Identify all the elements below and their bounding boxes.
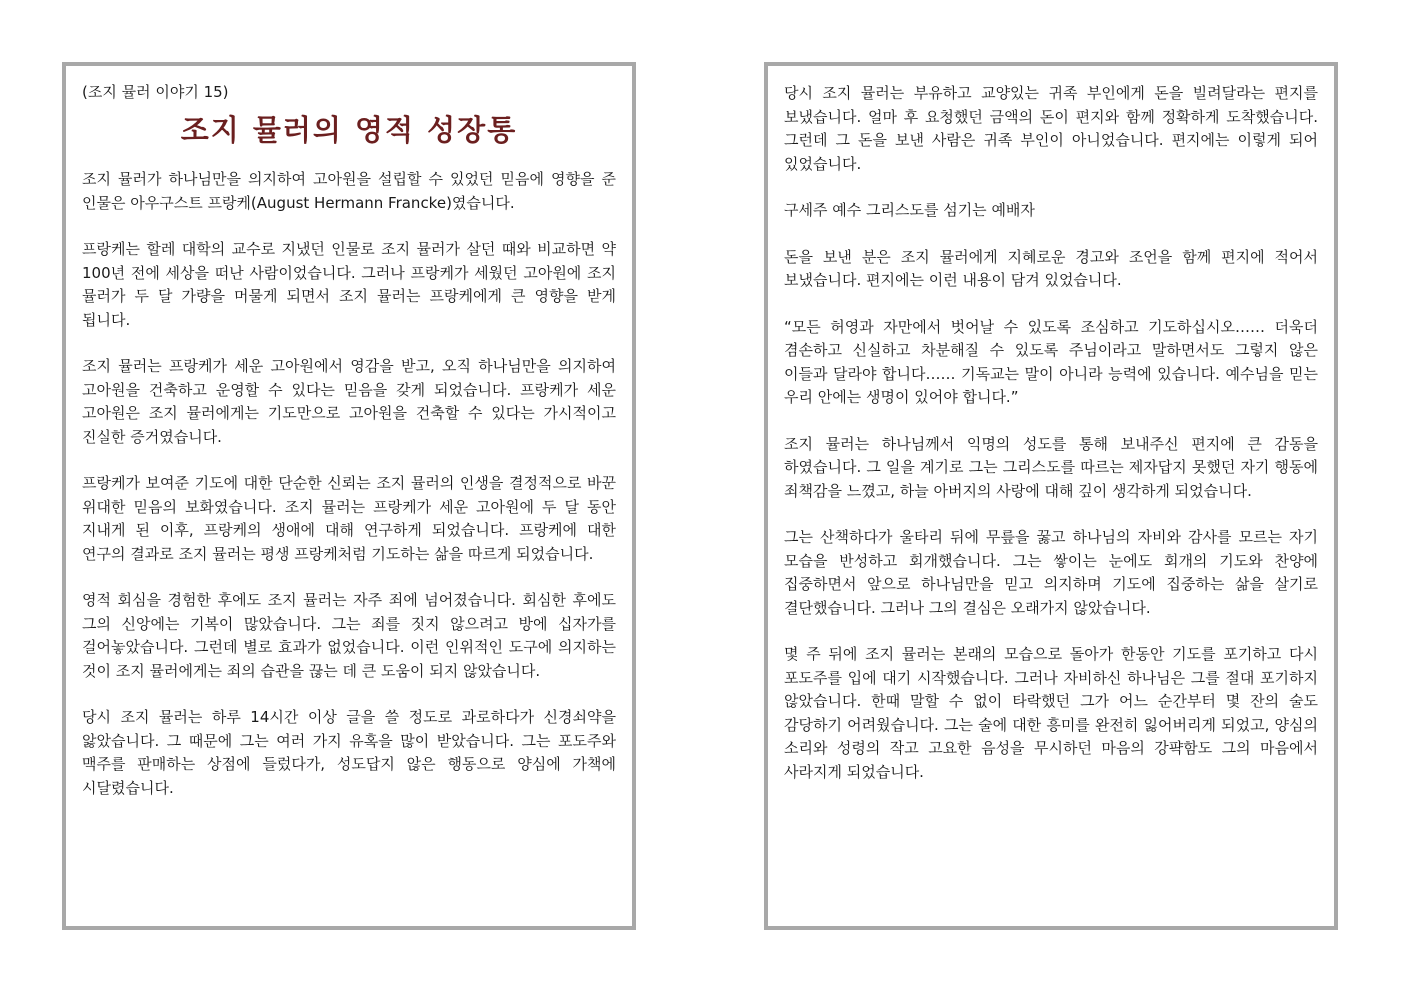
- page-title: 조지 뮬러의 영적 성장통: [180, 113, 518, 147]
- paragraph: 프랑케가 보여준 기도에 대한 단순한 신뢰는 조지 뮬러의 인생을 결정적으로 바꾼 위대한 믿음의 보화였습니다. 조지 뮬러는 프랑케가 세운 고아원에 두 달 동안 지내게 된 이후, 프랑케의 생애에 대해 연구하게 되었습니다. 프랑케에 대한 연구의 결과로 조지 뮬러는 평생 프랑케처럼 기도하는 삶을 따르게 되었습니다.: [82, 474, 616, 563]
- paragraph: 그는 산책하다가 울타리 뒤에 무릎을 꿇고 하나님의 자비와 감사를 모르는 자기 모습을 반성하고 회개했습니다. 그는 쌓이는 눈에도 회개의 기도와 찬양에 집중하면서 앞으로 하나님만을 믿고 의지하며 기도에 집중하는 삶을 살기로 결단했습니다. 그러나 그의 결심은 오래가지 않았습니다.: [784, 528, 1318, 617]
- paragraph: 몇 주 뒤에 조지 뮬러는 본래의 모습으로 돌아가 한동안 기도를 포기하고 다시 포도주를 입에 대기 시작했습니다. 그러나 자비하신 하나님은 그를 절대 포기하지 않았습니다. 한때 말할 수 없이 타락했던 그가 어느 순간부터 몇 잔의 술도 감당하기 어려웠습니다. 그는 술에 대한 흥미를 완전히 잃어버리게 되었고, 양심의 소리와 성령의 작고 고요한 음성을 무시하던 마음의 강퍅함도 그의 마음에서 사라지게 되었습니다.: [784, 645, 1318, 781]
- paragraph: 조지 뮬러는 프랑케가 세운 고아원에서 영감을 받고, 오직 하나님만을 의지하여 고아원을 건축하고 운영할 수 있다는 믿음을 갖게 되었습니다. 프랑케가 세운 고아원은 조지 뮬러에게는 기도만으로 고아원을 건축할 수 있다는 가시적이고 진실한 증거였습니다.: [82, 357, 616, 446]
- paragraph: 당시 조지 뮬러는 하루 14시간 이상 글을 쓸 정도로 과로하다가 신경쇠약을 앓았습니다. 그 때문에 그는 여러 가지 유혹을 많이 받았습니다. 그는 포도주와 맥주를 판매하는 상점에 들렀다가, 성도답지 않은 행동으로 양심에 가책에 시달렸습니다.: [82, 708, 616, 797]
- paragraph: 구세주 예수 그리스도를 섬기는 예배자: [784, 201, 1035, 219]
- quote-paragraph: “모든 허영과 자만에서 벗어날 수 있도록 조심하고 기도하십시오…… 더욱더 겸손하고 신실하고 차분해질 수 있도록 주님이라고 말하면서도 그렇지 않은 이들과 달라야 합니다…… 기독교는 말이 아니라 능력에 있습니다. 예수님을 믿는 우리 안에는 생명이 있어야 합니다.”: [784, 317, 1318, 406]
- paragraph: 당시 조지 뮬러는 부유하고 교양있는 귀족 부인에게 돈을 빌려달라는 편지를 보냈습니다. 얼마 후 요청했던 금액의 돈이 편지와 함께 정확하게 도착했습니다. 그런데 그 돈을 보낸 사람은 귀족 부인이 아니었습니다. 편지에는 이렇게 되어 있었습니다.: [784, 84, 1318, 173]
- paragraph: 영적 회심을 경험한 후에도 조지 뮬러는 자주 죄에 넘어졌습니다. 회심한 후에도 그의 신앙에는 기복이 많았습니다. 그는 죄를 짓지 않으려고 방에 십자가를 걸어놓았습니다. 그런데 별로 효과가 없었습니다. 이런 인위적인 도구에 의지하는 것이 조지 뮬러에게는 죄의 습관을 끊는 데 큰 도움이 되지 않았습니다.: [82, 591, 616, 680]
- paragraph: 돈을 보낸 분은 조지 뮬러에게 지혜로운 경고와 조언을 함께 편지에 적어서 보냈습니다. 편지에는 이런 내용이 담겨 있었습니다.: [784, 247, 1318, 289]
- series-label: (조지 뮬러 이야기 15): [82, 83, 229, 101]
- right-page: [764, 62, 1338, 930]
- left-page: [62, 62, 636, 930]
- left-page-content: [66, 66, 632, 800]
- paragraph: 프랑케는 할레 대학의 교수로 지냈던 인물로 조지 뮬러가 살던 때와 비교하면 약 100년 전에 세상을 떠난 사람이었습니다. 그러나 프랑케가 세웠던 고아원에 조지 뮬러가 두 달 가량을 머물게 되면서 조지 뮬러는 프랑케에게 큰 영향을 받게 됩니다.: [82, 240, 616, 329]
- paragraph: 조지 뮬러가 하나님만을 의지하여 고아원을 설립할 수 있었던 믿음에 영향을 준 인물은 아우구스트 프랑케(August Hermann Francke)였습니다.: [82, 170, 616, 212]
- right-page-content: [768, 66, 1334, 784]
- paragraph: 조지 뮬러는 하나님께서 익명의 성도를 통해 보내주신 편지에 큰 감동을 하였습니다. 그 일을 계기로 그는 그리스도를 따르는 제자답지 못했던 자기 행동에 죄책감을 느꼈고, 하늘 아버지의 사랑에 대해 깊이 생각하게 되었습니다.: [784, 434, 1318, 500]
